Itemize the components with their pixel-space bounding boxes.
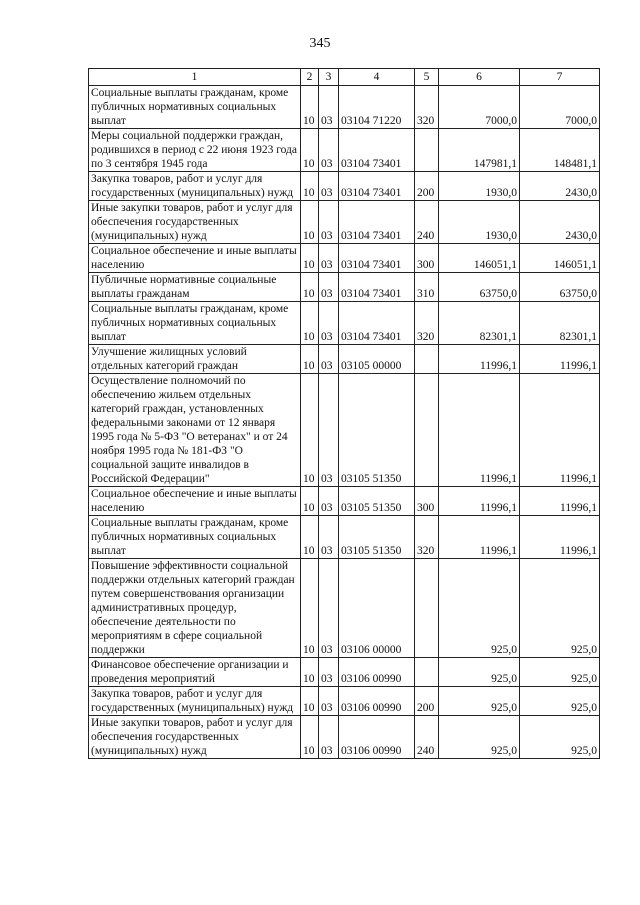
header-row [89, 69, 600, 86]
subsection-code-cell: 03 [319, 559, 339, 658]
amount-plan-cell: 7000,0 [439, 86, 520, 129]
target-article-cell: 03105 51350 [339, 487, 415, 516]
target-article-cell: 03106 00990 [339, 716, 415, 759]
row-name-cell: Осуществление полномочий по обеспечению жильем отдельных категорий граждан, установленных федеральными законами от 12 января 1995 года № 5-ФЗ "О ветеранах" и от 24 ноября 1995 года № 181-ФЗ "О социальной защите инвалидов в Российской Федерации" [89, 374, 301, 487]
row-name-cell: Иные закупки товаров, работ и услуг для обеспечения государственных (муниципальных) нужд [89, 201, 301, 244]
amount-plan-cell: 925,0 [439, 716, 520, 759]
row-name-cell: Социальные выплаты гражданам, кроме публичных нормативных социальных выплат [89, 516, 301, 559]
amount-final-cell: 925,0 [520, 559, 600, 658]
table-row [89, 487, 600, 516]
expense-type-cell [415, 345, 439, 374]
row-name-cell: Финансовое обеспечение организации и проведения мероприятий [89, 658, 301, 687]
expense-type-cell: 320 [415, 302, 439, 345]
target-article-cell: 03106 00990 [339, 687, 415, 716]
section-code-cell: 10 [301, 273, 319, 302]
expense-type-cell: 240 [415, 201, 439, 244]
amount-final-cell: 11996,1 [520, 374, 600, 487]
target-article-cell: 03105 00000 [339, 345, 415, 374]
target-article-cell: 03105 51350 [339, 516, 415, 559]
amount-plan-cell: 925,0 [439, 658, 520, 687]
header-cell: 5 [415, 69, 439, 86]
section-code-cell: 10 [301, 172, 319, 201]
table-row [89, 687, 600, 716]
amount-final-cell: 7000,0 [520, 86, 600, 129]
amount-final-cell: 925,0 [520, 716, 600, 759]
header-cell: 3 [319, 69, 339, 86]
amount-plan-cell: 146051,1 [439, 244, 520, 273]
subsection-code-cell: 03 [319, 244, 339, 273]
expense-type-cell: 300 [415, 244, 439, 273]
expense-type-cell: 200 [415, 172, 439, 201]
target-article-cell: 03106 00000 [339, 559, 415, 658]
section-code-cell: 10 [301, 516, 319, 559]
row-name-cell: Закупка товаров, работ и услуг для государственных (муниципальных) нужд [89, 172, 301, 201]
amount-final-cell: 2430,0 [520, 201, 600, 244]
section-code-cell: 10 [301, 201, 319, 244]
expense-type-cell [415, 658, 439, 687]
row-name-cell: Закупка товаров, работ и услуг для государственных (муниципальных) нужд [89, 687, 301, 716]
target-article-cell: 03104 73401 [339, 302, 415, 345]
table-row [89, 345, 600, 374]
amount-final-cell: 925,0 [520, 687, 600, 716]
row-name-cell: Социальное обеспечение и иные выплаты населению [89, 244, 301, 273]
amount-final-cell: 82301,1 [520, 302, 600, 345]
subsection-code-cell: 03 [319, 716, 339, 759]
amount-plan-cell: 11996,1 [439, 374, 520, 487]
row-name-cell: Социальные выплаты гражданам, кроме публичных нормативных социальных выплат [89, 302, 301, 345]
table-row [89, 172, 600, 201]
header-cell: 4 [339, 69, 415, 86]
header-cell: 2 [301, 69, 319, 86]
expense-type-cell [415, 129, 439, 172]
amount-plan-cell: 82301,1 [439, 302, 520, 345]
table-row [89, 716, 600, 759]
page-number: 345 [309, 36, 331, 51]
amount-plan-cell: 11996,1 [439, 516, 520, 559]
expense-type-cell: 310 [415, 273, 439, 302]
expense-type-cell [415, 559, 439, 658]
subsection-code-cell: 03 [319, 345, 339, 374]
expense-type-cell: 320 [415, 86, 439, 129]
amount-plan-cell: 925,0 [439, 559, 520, 658]
expense-type-cell: 240 [415, 716, 439, 759]
amount-final-cell: 63750,0 [520, 273, 600, 302]
table-row [89, 273, 600, 302]
section-code-cell: 10 [301, 86, 319, 129]
table-row [89, 559, 600, 658]
section-code-cell: 10 [301, 129, 319, 172]
table-row [89, 658, 600, 687]
table-row [89, 516, 600, 559]
row-name-cell: Социальные выплаты гражданам, кроме публичных нормативных социальных выплат [89, 86, 301, 129]
amount-plan-cell: 1930,0 [439, 201, 520, 244]
target-article-cell: 03105 51350 [339, 374, 415, 487]
table-row [89, 201, 600, 244]
amount-plan-cell: 147981,1 [439, 129, 520, 172]
section-code-cell: 10 [301, 244, 319, 273]
target-article-cell: 03104 73401 [339, 129, 415, 172]
amount-plan-cell: 11996,1 [439, 345, 520, 374]
target-article-cell: 03104 73401 [339, 201, 415, 244]
subsection-code-cell: 03 [319, 487, 339, 516]
amount-final-cell: 146051,1 [520, 244, 600, 273]
row-name-cell: Социальное обеспечение и иные выплаты населению [89, 487, 301, 516]
section-code-cell: 10 [301, 345, 319, 374]
amount-final-cell: 11996,1 [520, 516, 600, 559]
header-cell: 7 [520, 69, 600, 86]
target-article-cell: 03104 71220 [339, 86, 415, 129]
subsection-code-cell: 03 [319, 273, 339, 302]
row-name-cell: Меры социальной поддержки граждан, родившихся в период с 22 июня 1923 года по 3 сентября 1945 года [89, 129, 301, 172]
amount-plan-cell: 925,0 [439, 687, 520, 716]
row-name-cell: Повышение эффективности социальной поддержки отдельных категорий граждан путем совершенствования организации административных процедур, обеспечение деятельности по мероприятиям в сфере социальной поддержки [89, 559, 301, 658]
section-code-cell: 10 [301, 716, 319, 759]
expense-type-cell: 320 [415, 516, 439, 559]
subsection-code-cell: 03 [319, 302, 339, 345]
amount-final-cell: 11996,1 [520, 487, 600, 516]
table-row [89, 374, 600, 487]
target-article-cell: 03106 00990 [339, 658, 415, 687]
expense-type-cell: 300 [415, 487, 439, 516]
table-row [89, 129, 600, 172]
header-cell: 6 [439, 69, 520, 86]
section-code-cell: 10 [301, 302, 319, 345]
subsection-code-cell: 03 [319, 658, 339, 687]
target-article-cell: 03104 73401 [339, 172, 415, 201]
target-article-cell: 03104 73401 [339, 273, 415, 302]
subsection-code-cell: 03 [319, 374, 339, 487]
amount-plan-cell: 1930,0 [439, 172, 520, 201]
table-row [89, 86, 600, 129]
section-code-cell: 10 [301, 487, 319, 516]
table-row [89, 302, 600, 345]
row-name-cell: Публичные нормативные социальные выплаты гражданам [89, 273, 301, 302]
amount-final-cell: 2430,0 [520, 172, 600, 201]
section-code-cell: 10 [301, 559, 319, 658]
row-name-cell: Иные закупки товаров, работ и услуг для обеспечения государственных (муниципальных) нужд [89, 716, 301, 759]
amount-final-cell: 925,0 [520, 658, 600, 687]
target-article-cell: 03104 73401 [339, 244, 415, 273]
subsection-code-cell: 03 [319, 201, 339, 244]
subsection-code-cell: 03 [319, 516, 339, 559]
section-code-cell: 10 [301, 658, 319, 687]
budget-table [88, 68, 600, 759]
amount-plan-cell: 11996,1 [439, 487, 520, 516]
section-code-cell: 10 [301, 687, 319, 716]
header-cell: 1 [89, 69, 301, 86]
subsection-code-cell: 03 [319, 687, 339, 716]
amount-final-cell: 11996,1 [520, 345, 600, 374]
amount-plan-cell: 63750,0 [439, 273, 520, 302]
section-code-cell: 10 [301, 374, 319, 487]
row-name-cell: Улучшение жилищных условий отдельных категорий граждан [89, 345, 301, 374]
subsection-code-cell: 03 [319, 86, 339, 129]
subsection-code-cell: 03 [319, 172, 339, 201]
subsection-code-cell: 03 [319, 129, 339, 172]
expense-type-cell [415, 374, 439, 487]
expense-type-cell: 200 [415, 687, 439, 716]
table-row [89, 244, 600, 273]
amount-final-cell: 148481,1 [520, 129, 600, 172]
